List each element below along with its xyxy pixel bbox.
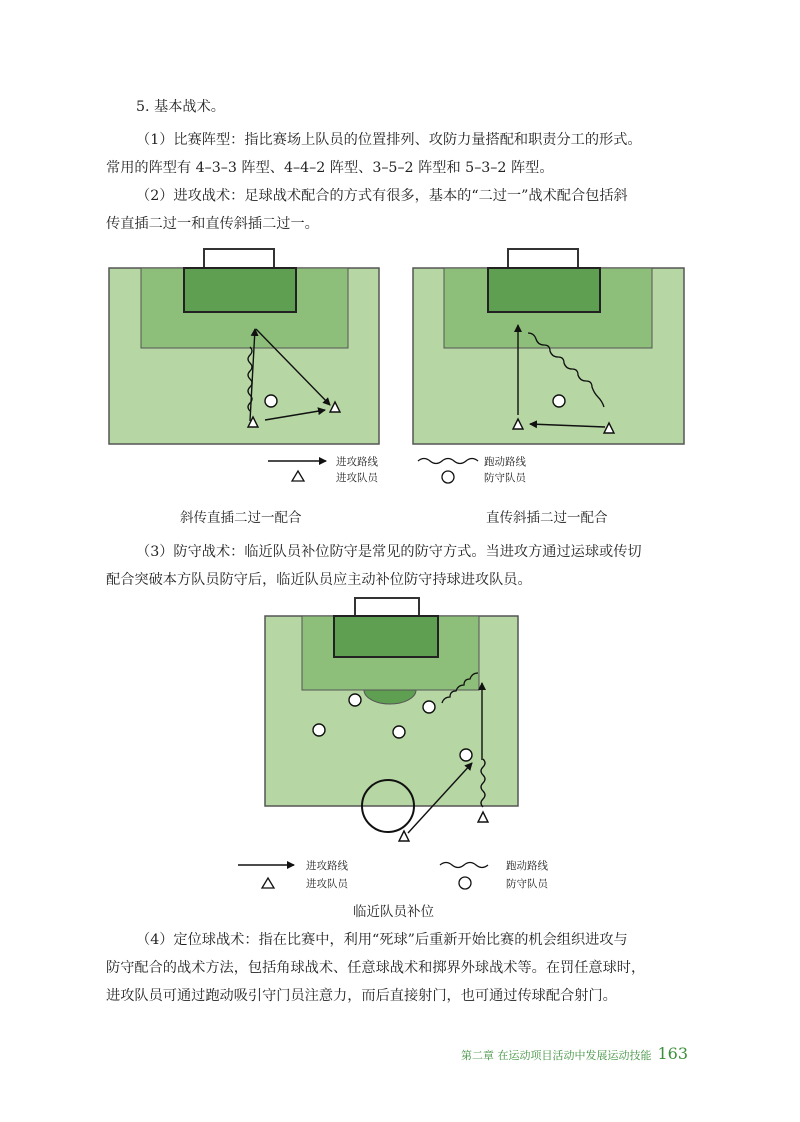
goal-box-left bbox=[184, 268, 296, 312]
chapter-title: 第二章 在运动项目活动中发展运动技能 bbox=[460, 1049, 652, 1062]
goal-box bbox=[334, 616, 438, 657]
defender-marker bbox=[423, 701, 435, 713]
legend-attacker: 进攻队员 bbox=[306, 878, 348, 890]
legend-run-route: 跑动路线 bbox=[506, 860, 548, 872]
figure-caption: 临近队员补位 bbox=[353, 904, 434, 920]
legend-defender-icon bbox=[442, 471, 454, 483]
defender-marker bbox=[265, 395, 277, 407]
goal-net-right bbox=[508, 249, 578, 269]
legend-defender-icon bbox=[459, 877, 471, 889]
attacker-marker bbox=[399, 831, 409, 841]
paragraph-line: 传直插二过一和直传斜插二过一。 bbox=[106, 216, 319, 232]
paragraph-line: （2）进攻战术：足球战术配合的方式有很多，基本的“二过一”战术配合包括斜 bbox=[136, 188, 628, 204]
paragraph-line: （1）比赛阵型：指比赛场上队员的位置排列、攻防力量搭配和职责分工的形式。 bbox=[136, 132, 642, 148]
legend-run-wave bbox=[440, 863, 488, 868]
attacker-marker bbox=[478, 812, 488, 822]
paragraph-line: 配合突破本方队员防守后，临近队员应主动补位防守持球进攻队员。 bbox=[106, 572, 532, 588]
legend-defender: 防守队员 bbox=[506, 878, 548, 890]
section-heading: 5. 基本战术。 bbox=[136, 99, 225, 115]
paragraph-attack bbox=[106, 182, 706, 238]
goal-net-left bbox=[204, 249, 274, 269]
defender-marker bbox=[553, 395, 565, 407]
defender-marker bbox=[460, 749, 472, 761]
field-left bbox=[109, 249, 379, 444]
paragraph-line: 常用的阵型有 4–3–3 阵型、4–4–2 阵型、3–5–2 阵型和 5–3–2 阵型。 bbox=[106, 160, 554, 176]
page-footer bbox=[461, 1044, 688, 1063]
page-number: 163 bbox=[657, 1044, 688, 1063]
paragraph-line: 进攻队员可通过跑动吸引守门员注意力，而后直接射门，也可通过传球配合射门。 bbox=[106, 988, 617, 1004]
legend-run-wave bbox=[418, 459, 478, 464]
defender-marker bbox=[349, 694, 361, 706]
paragraph-line: （3）防守战术：临近队员补位防守是常见的防守方式。当进攻方通过运球或传切 bbox=[136, 544, 642, 560]
field-right bbox=[413, 249, 684, 444]
legend-attacker-icon bbox=[262, 878, 274, 888]
legend-attacker-icon bbox=[292, 471, 304, 481]
goal-box-right bbox=[488, 268, 600, 312]
defender-marker bbox=[393, 726, 405, 738]
field-center bbox=[265, 598, 518, 841]
paragraph-set-piece bbox=[106, 926, 706, 1010]
legend-attack-route: 进攻路线 bbox=[306, 860, 348, 872]
figure-cover-defense bbox=[230, 595, 570, 895]
paragraph-line: （4）定位球战术：指在比赛中，利用“死球”后重新开始比赛的机会组织进攻与 bbox=[136, 932, 628, 948]
paragraph-line: 防守配合的战术方法，包括角球战术、任意球战术和掷界外球战术等。在罚任意球时， bbox=[106, 960, 646, 976]
legend bbox=[238, 859, 549, 890]
legend-defender: 防守队员 bbox=[484, 472, 526, 484]
figure-two-vs-one bbox=[100, 245, 700, 535]
defender-marker bbox=[313, 724, 325, 736]
legend bbox=[268, 455, 527, 484]
figure-caption-left: 斜传直插二过一配合 bbox=[180, 510, 302, 526]
legend-run-route: 跑动路线 bbox=[484, 456, 526, 468]
paragraph-defense bbox=[106, 538, 706, 594]
legend-attacker: 进攻队员 bbox=[336, 472, 378, 484]
paragraph-formation bbox=[106, 126, 706, 182]
legend-attack-route: 进攻路线 bbox=[336, 456, 378, 468]
figure-caption-right: 直传斜插二过一配合 bbox=[486, 510, 608, 526]
